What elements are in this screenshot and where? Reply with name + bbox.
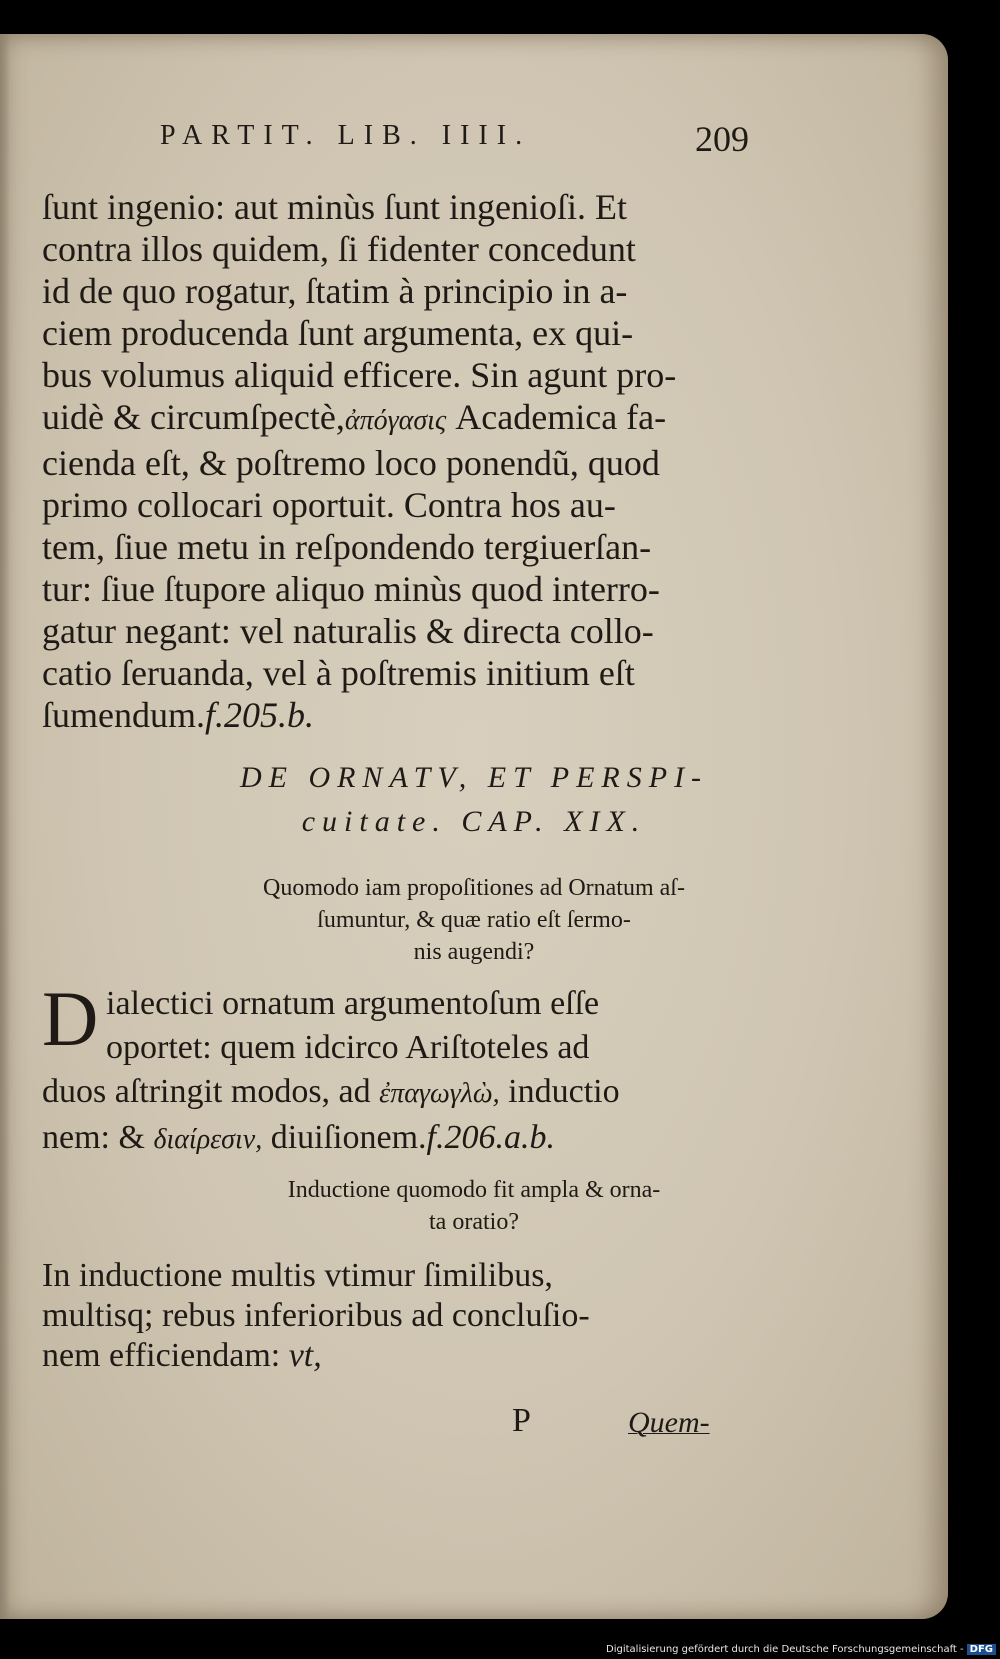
text-line: primo collocari oportuit. Contra hos au-: [42, 485, 616, 525]
running-head: PARTIT. LIB. IIII.: [160, 120, 532, 151]
text-line: id de quo rogatur, ſtatim à principio in a-: [42, 271, 628, 311]
text-fragment: duos aſtringit modos, ad: [42, 1073, 380, 1110]
digitization-credit: [0, 1644, 996, 1655]
book-page: [0, 34, 948, 1619]
text-fragment: inductio: [499, 1073, 620, 1110]
text-line: ciem producenda ſunt argumenta, ex qui-: [42, 313, 634, 353]
question-line: Inductione quomodo fit ampla & orna-: [287, 1177, 661, 1203]
paragraph-1: [42, 186, 762, 736]
greek-word: ἀπόγασις: [344, 405, 447, 436]
question-heading-2: [0, 1174, 948, 1238]
question-heading-1: [0, 872, 948, 968]
catchword: Quem-: [628, 1406, 710, 1439]
text-line-with-greek: [42, 1116, 762, 1162]
text-line-with-greek: [42, 396, 762, 442]
question-line: ſumuntur, & quæ ratio eſt ſermo-: [317, 907, 631, 933]
text-fragment: ſumendum.: [42, 695, 205, 735]
text-fragment: nem: &: [42, 1119, 154, 1156]
text-fragment: diuiſionem.: [262, 1119, 427, 1156]
text-line: cienda eſt, & poſtremo loco ponendũ, quod: [42, 443, 660, 483]
text-line: ſunt ingenio: aut minùs ſunt ingenioſi. Et: [42, 187, 627, 227]
question-line: nis augendi?: [413, 939, 535, 965]
credit-text: Digitalisierung gefördert durch die Deutsche Forschungsgemeinschaft -: [606, 1644, 964, 1655]
text-fragment: Academica fa-: [446, 397, 667, 437]
text-fragment: nem efficiendam:: [42, 1337, 289, 1374]
text-line: gatur negant: vel naturalis & directa collo-: [42, 611, 654, 651]
greek-word: διαίρεσιν,: [153, 1124, 263, 1155]
chapter-heading-line: cuitate. CAP. XIX.: [301, 805, 647, 838]
folio-reference: f.205.b.: [204, 695, 314, 735]
text-line: catio ſeruanda, vel à poſtremis initium eſt: [42, 653, 635, 693]
drop-cap: D: [42, 975, 99, 1062]
question-line: ta oratio?: [429, 1209, 519, 1235]
folio-reference: f.206.a.b.: [426, 1119, 555, 1156]
text-line: multisq; rebus inferioribus ad concluſio-: [42, 1297, 590, 1334]
text-line: [42, 1336, 762, 1376]
text-line-with-ref: [42, 694, 762, 736]
text-line: bus volumus aliquid efficere. Sin agunt pro-: [42, 355, 677, 395]
text-line: oportet: quem idcirco Ariſtoteles ad: [106, 1029, 590, 1066]
text-line: ialectici ornatum argumentoſum eſſe: [106, 985, 600, 1022]
text-fragment-italic: vt,: [288, 1337, 322, 1374]
chapter-heading: [0, 756, 948, 844]
paragraph-2: [42, 975, 762, 1162]
text-line-with-greek: [42, 1070, 762, 1116]
chapter-heading-line: DE ORNATV, ET PERSPI-: [239, 761, 709, 794]
greek-word: ἐπαγωγλὼ,: [379, 1078, 500, 1109]
text-fragment: uidè & circumſpectè,: [42, 397, 345, 437]
signature-mark: P: [512, 1402, 531, 1439]
text-line: tur: ſiue ſtupore aliquo minùs quod interro-: [42, 569, 660, 609]
text-line: tem, ſiue metu in reſpondendo tergiuerſan-: [42, 527, 652, 567]
question-line: Quomodo iam propoſitiones ad Ornatum aſ-: [263, 875, 685, 901]
dfg-logo: DFG: [967, 1644, 996, 1655]
text-line: contra illos quidem, ſi fidenter concedunt: [42, 229, 636, 269]
page-number: 209: [695, 119, 749, 159]
text-line: In inductione multis vtimur ſimilibus,: [42, 1257, 553, 1294]
paragraph-3: [42, 1256, 762, 1376]
